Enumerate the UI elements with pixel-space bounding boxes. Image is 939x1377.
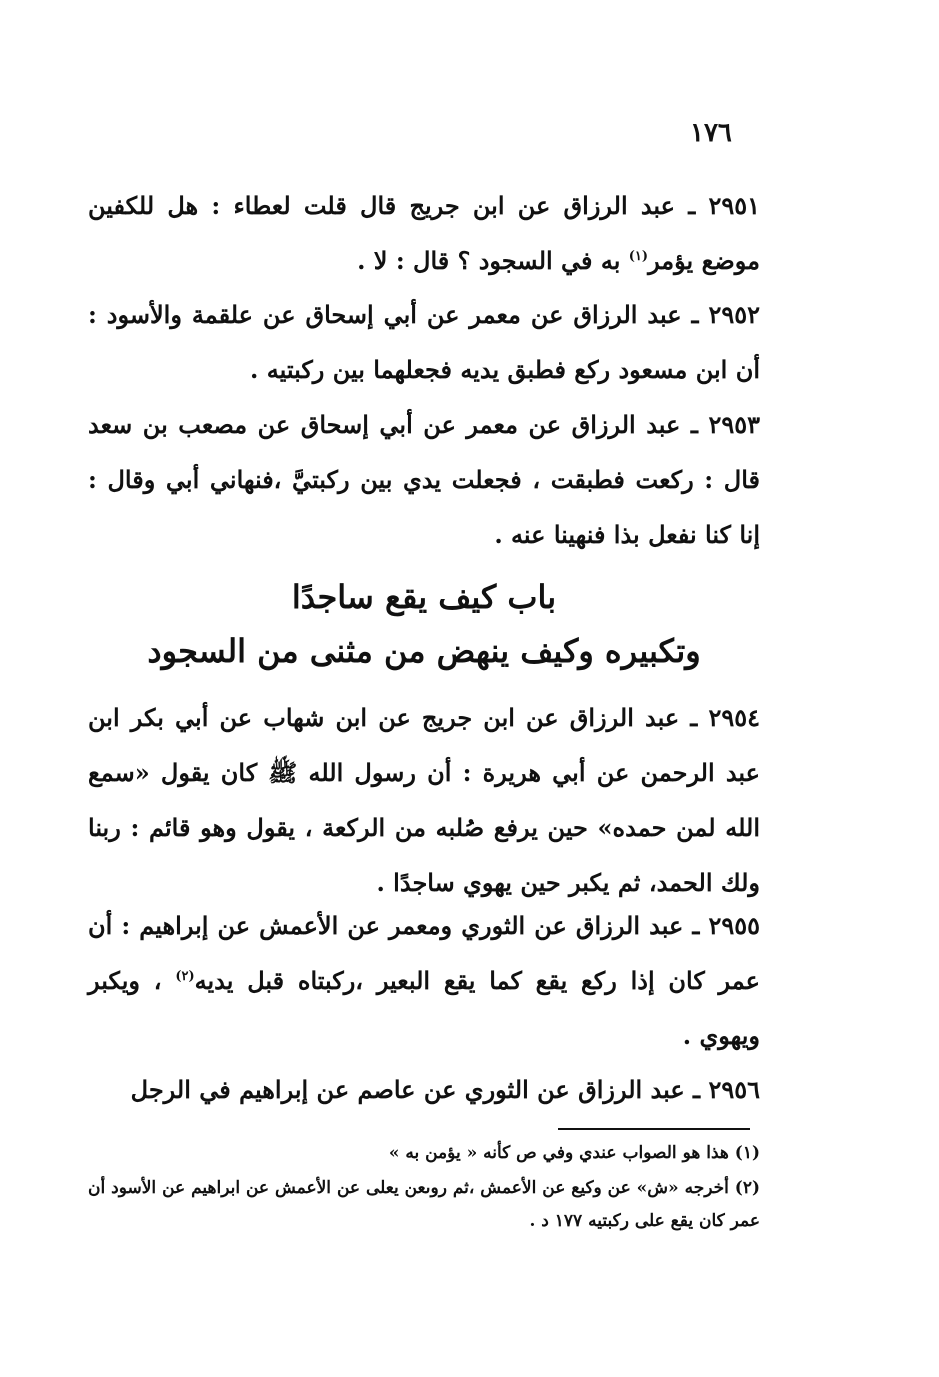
footnote-marker: (٢) [175, 969, 195, 984]
hadith-number: ٢٩٥٦ [708, 1075, 760, 1104]
hadith-number: ٢٩٥٥ [708, 911, 760, 940]
hadith-2956 [88, 1062, 760, 1117]
hadith-text: ـ عبد الرزاق عن معمر عن أبي إسحاق عن مصعب بن سعد قال : ركعت فطبقت ، فجعلت يدي بين ركبتيَّ ،فنهاني أبي وقال : إنا كنا نفعل بذا فنهينا عنه . [88, 410, 760, 549]
footnote-marker: (١) [734, 1143, 760, 1163]
hadith-number: ٢٩٥١ [708, 191, 760, 220]
hadith-number: ٢٩٥٤ [708, 703, 760, 732]
hadith-text: ، ويكبر ويهوي . [88, 966, 760, 1050]
hadith-text: ـ عبد الرزاق عن معمر عن أبي إسحاق عن علقمة والأسود : أن ابن مسعود ركع فطبق يديه فجعلهما بين ركبتيه . [88, 300, 760, 384]
footnote-marker: (٢) [734, 1178, 760, 1198]
chapter-title-line-2: وتكبيره وكيف ينهض من مثنى من السجود [147, 632, 701, 670]
footnote-1 [88, 1137, 760, 1170]
chapter-title-line-1: باب كيف يقع ساجدًا [291, 578, 557, 616]
hadith-text: ـ عبد الرزاق عن الثوري عن عاصم عن إبراهيم في الرجل [130, 1075, 709, 1104]
hadith-text: ـ عبد الرزاق عن ابن جريج قال قلت لعطاء : هل للكفين موضع يؤمر [88, 191, 760, 275]
hadith-text: ـ عبد الرزاق عن ابن جريج عن ابن شهاب عن أبي بكر ابن عبد الرحمن عن أبي هريرة : أن رسول الله ﷺ كان يقول «سمع الله لمن حمده» حين يرفع صُلبه من الركعة ، يقول وهو قائم : ربنا ولك الحمد، ثم يكبر حين يهوي ساجدًا . [88, 703, 760, 897]
hadith-2954 [88, 690, 760, 910]
hadith-number: ٢٩٥٢ [708, 300, 760, 329]
hadith-2951 [88, 178, 760, 288]
hadith-2955 [88, 898, 760, 1063]
footnote-marker: (١) [628, 249, 649, 264]
footnote-text: أخرجه «ش» عن وكيع عن الأعمش ،ثم روىعن يعلى عن الأعمش عن ابراهيم عن الأسود أن عمر كان يقع على ركبتيه ١٧٧ د . [88, 1178, 760, 1231]
footnote-divider [558, 1128, 750, 1130]
hadith-number: ٢٩٥٣ [708, 410, 760, 439]
page-number: ١٧٦ [690, 118, 732, 148]
footnote-text: هذا هو الصواب عندي وفي ص كأنه « يؤمن به » [388, 1143, 735, 1163]
footnote-2 [88, 1172, 760, 1238]
hadith-text: به في السجود ؟ قال : لا . [357, 246, 629, 275]
hadith-text: ـ عبد الرزاق عن الثوري ومعمر عن الأعمش عن إبراهيم : أن عمر كان إذا ركع يقع كما يقع البعير ،ركبتاه قبل يديه [88, 911, 760, 995]
hadith-2952 [88, 287, 760, 397]
hadith-2953 [88, 397, 760, 562]
